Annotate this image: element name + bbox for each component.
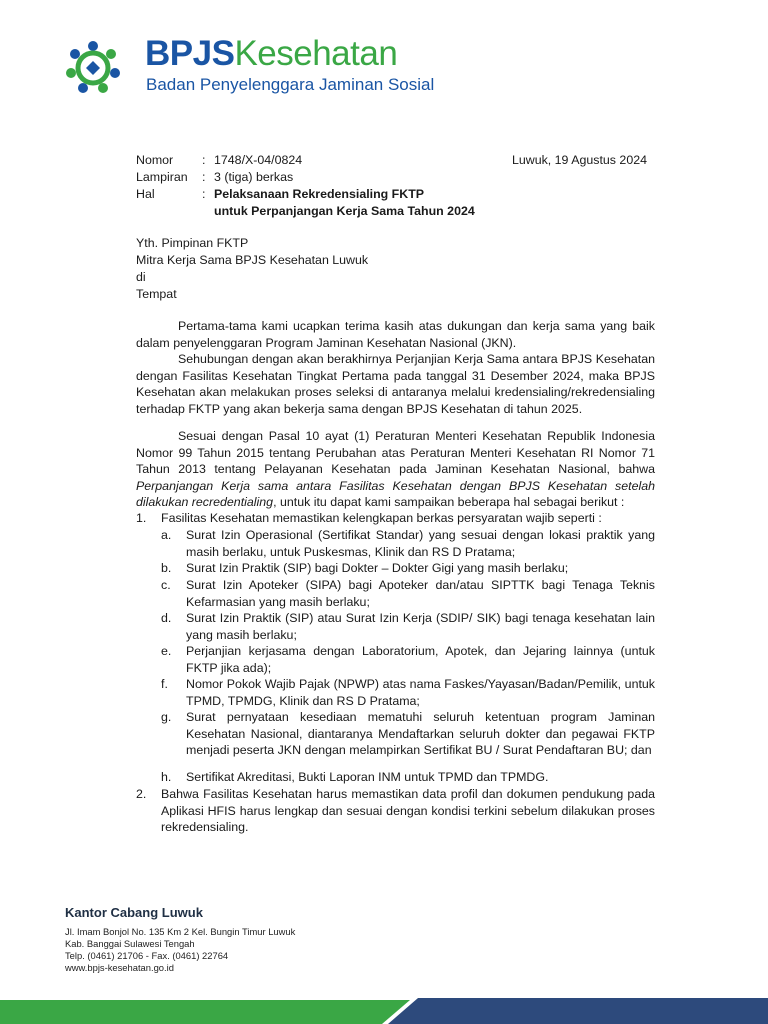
recipient-line2: Mitra Kerja Sama BPJS Kesehatan Luwuk	[136, 253, 369, 267]
brand-subtitle: Badan Penyelenggara Jaminan Sosial	[146, 75, 435, 94]
subitem-g-text: Surat pernyataan kesediaan mematuhi seluruh ketentuan program Jaminan Kesehatan Nasional, diantaranya Mendaftarkan seluruh dokter dan pegawai FKTP menjadi peserta JKN dengan melampirkan Sertifikat BU / Surat Pendaftaran BU; dan	[186, 710, 655, 758]
subitem-g-letter: g.	[161, 710, 172, 724]
nomor-value: 1748/X-04/0824	[214, 153, 303, 167]
subitem-a-text: Surat Izin Operasional (Sertifikat Standar) yang sesuai dengan lokasi praktik yang masih berlaku, untuk Puskesmas, Klinik dan RS D Pratama;	[186, 528, 655, 559]
recipient-line4: Tempat	[136, 287, 177, 301]
item-2-text: Bahwa Fasilitas Kesehatan harus memastikan data profil dan dokumen pendukung pada Aplikasi HFIS harus lengkap dan sesuai dengan kondisi terkini sebelum dilakukan proses rekredensialing.	[161, 787, 655, 835]
subitem-h-letter: h.	[161, 770, 172, 784]
hal-label: Hal	[136, 187, 155, 201]
paragraph-3	[136, 428, 655, 511]
subitem-a-letter: a.	[161, 528, 172, 542]
brand-bpjs: BPJS	[145, 34, 235, 73]
subitem-c-letter: c.	[161, 578, 171, 592]
recipient-line1: Yth. Pimpinan FKTP	[136, 236, 249, 250]
subitem-f-letter: f.	[161, 677, 168, 691]
place-date: Luwuk, 19 Agustus 2024	[511, 153, 647, 167]
subitem-d-letter: d.	[161, 611, 172, 625]
subitem-b-text: Surat Izin Praktik (SIP) bagi Dokter – Dokter Gigi yang masih berlaku;	[186, 561, 569, 575]
hal-colon: :	[202, 187, 206, 201]
hal-value-line1: Pelaksanaan Rekredensialing FKTP	[214, 187, 425, 201]
paragraph-2: Sehubungan dengan akan berakhirnya Perjanjian Kerja Sama antara BPJS Kesehatan dengan Fasilitas Kesehatan Tingkat Pertama pada tanggal 31 Desember 2024, maka BPJS Kesehatan akan melakukan proses seleksi di antaranya melalui kredensialing/rekredensialing terhadap FKTP yang akan bekerja sama dengan BPJS Kesehatan di tahun 2025.	[136, 352, 655, 416]
paragraph-3-italic: Perpanjangan Kerja sama antara Fasilitas Kesehatan dengan BPJS Kesehatan setelah dilakukan recredentialing	[136, 478, 655, 510]
item-2-number: 2.	[136, 787, 147, 801]
hal-value-line2: untuk Perpanjangan Kerja Sama Tahun 2024	[214, 204, 475, 218]
subitem-f-text: Nomor Pokok Wajib Pajak (NPWP) atas nama Faskes/Yayasan/Badan/Pemilik, untuk TPMD, TPMDG, Klinik dan RS D Pratama;	[186, 677, 655, 708]
address-line2: Kab. Banggai Sulawesi Tengah	[65, 938, 195, 949]
subitem-h-text: Sertifikat Akreditasi, Bukti Laporan INM untuk TPMD dan TPMDG.	[186, 770, 549, 784]
brand-name	[145, 34, 397, 74]
subitem-d-text: Surat Izin Praktik (SIP) atau Surat Izin Kerja (SDIP/ SIK) bagi tenaga kesehatan lain yang masih berlaku;	[186, 611, 655, 642]
address-line1: Jl. Imam Bonjol No. 135 Km 2 Kel. Bungin Timur Luwuk	[65, 926, 296, 937]
subitem-e-letter: e.	[161, 644, 172, 658]
brand-kesehatan: Kesehatan	[234, 34, 398, 73]
paragraph-1: Pertama-tama kami ucapkan terima kasih atas dukungan dan kerja sama yang baik dalam penyelenggaran Program Jaminan Kesehatan Nasional (JKN).	[136, 319, 655, 350]
nomor-label: Nomor	[136, 153, 174, 167]
bpjs-kesehatan-logo-icon	[64, 40, 122, 94]
subitem-c-text: Surat Izin Apoteker (SIPA) bagi Apoteker dan/atau SIPTTK bagi Tenaga Teknis Kefarmasian yang masih berlaku;	[186, 578, 655, 609]
footer-color-bands	[0, 996, 768, 1024]
paragraph-3-start: Sesuai dengan Pasal 10 ayat (1) Peraturan Menteri Kesehatan Republik Indonesia Nomor 99 Tahun 2015 tentang Perubahan atas Peraturan Menteri Kesehatan RI Nomor 71 Tahun 2013 tentang Pelayanan Kesehatan pada Jaminan Kesehatan Nasional, bahwa	[136, 429, 655, 477]
lampiran-colon: :	[202, 170, 206, 184]
recipient-line3: di	[136, 270, 146, 284]
item-1-text: Fasilitas Kesehatan memastikan kelengkapan berkas persyaratan wajib seperti :	[161, 511, 602, 525]
nomor-colon: :	[202, 153, 206, 167]
lampiran-label: Lampiran	[136, 170, 188, 184]
lampiran-value: 3 (tiga) berkas	[214, 170, 294, 184]
office-name: Kantor Cabang Luwuk	[65, 905, 203, 920]
subitem-b-letter: b.	[161, 561, 172, 575]
website: www.bpjs-kesehatan.go.id	[65, 962, 174, 973]
phone-fax: Telp. (0461) 21706 - Fax. (0461) 22764	[65, 950, 229, 961]
paragraph-3-end: , untuk itu dapat kami sampaikan beberapa hal sebagai berikut :	[273, 495, 625, 510]
item-1-number: 1.	[136, 511, 147, 525]
subitem-e-text: Perjanjian kerjasama dengan Laboratorium, Apotek, dan Jejaring lainnya (untuk FKTP jika ada);	[186, 644, 655, 675]
